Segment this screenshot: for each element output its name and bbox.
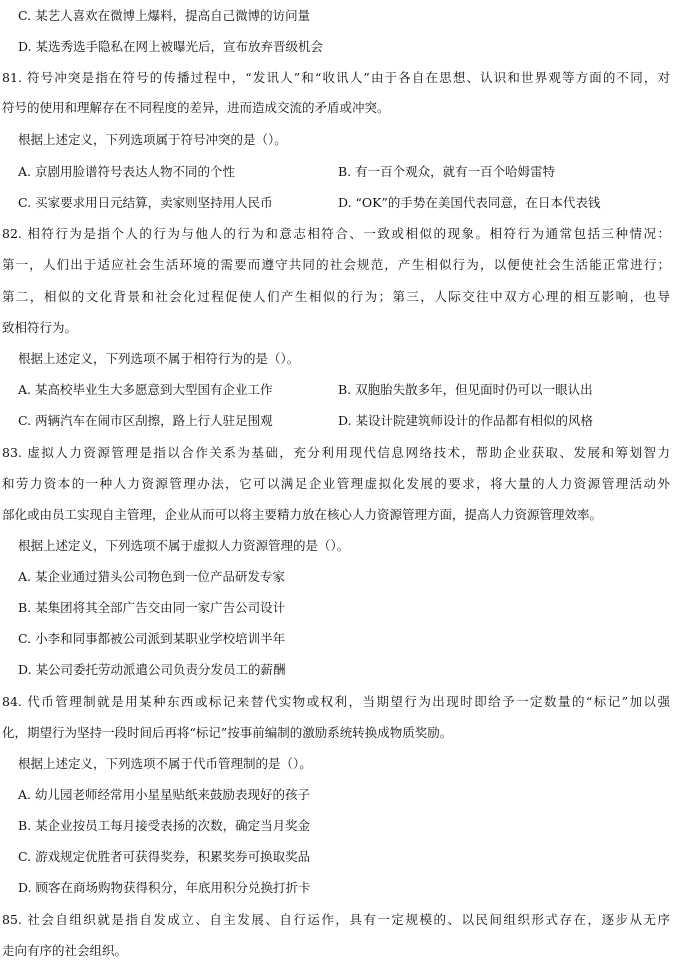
q82-stem-line4: 致相符行为。 [2,320,78,335]
q84-stem-line2: 化，期望行为坚持一段时间后再将“标记”按事前编制的激励系统转换成物质奖励。 [2,725,453,740]
q81-option-d: D. “OK”的手势在美国代表同意，在日本代表钱 [338,195,601,210]
q83-stem-line2: 和劳力资本的一种人力资源管理办法，它可以满足企业管理虚拟化发展的要求，将大量的人力资源管理活动外 [2,476,670,491]
q81-option-c: C. 买家要求用日元结算，卖家则坚持用人民币 [18,195,273,210]
q82-stem-line3: 第二，相似的文化背景和社会化过程促使人们产生相似的行为；第三，人际交往中双方心理的相互影响，也导 [2,289,670,304]
q85-stem-line1: 85. 社会自组织就是指自发成立、自主发展、自行运作，具有一定规模的、以民间组织形式存在，逐步从无序 [2,912,670,927]
q83-stem-line1: 83. 虚拟人力资源管理是指以合作关系为基础，充分利用现代信息网络技术，帮助企业获取、发展和筹划智力 [2,445,670,460]
q84-stem-line1: 84. 代币管理制就是用某种东西或标记来替代实物或权利，当期望行为出现时即给予一定数量的“标记”加以强 [2,694,670,709]
prev-option-c: C. 某艺人喜欢在微博上爆料，提高自己微博的访问量 [18,8,311,23]
q83-stem-line3: 部化或由员工实现自主管理，企业从而可以将主要精力放在核心人力资源管理方面，提高人力资源管理效率。 [2,507,603,522]
q82-question: 根据上述定义，下列选项不属于相符行为的是（）。 [18,351,300,366]
q81-question: 根据上述定义，下列选项属于符号冲突的是（）。 [18,132,287,147]
q81-stem-line1: 81. 符号冲突是指在符号的传播过程中，“发讯人”和“收讯人”由于各自在思想、认识和世界观等方面的不同，对 [2,70,670,85]
q81-option-b: B. 有一百个观众，就有一百个哈姆雷特 [338,164,556,179]
q83-option-b: B. 某集团将其全部广告交由同一家广告公司设计 [18,600,286,615]
q84-option-c: C. 游戏规定优胜者可获得奖券，积累奖券可换取奖品 [18,849,311,864]
q82-option-d: D. 某设计院建筑师设计的作品都有相似的风格 [338,413,594,428]
q82-option-b: B. 双胞胎失散多年，但见面时仍可以一眼认出 [338,382,593,397]
q83-option-a: A. 某企业通过猎头公司物色到一位产品研发专家 [18,569,285,584]
q82-stem-line2: 第一，人们出于适应社会生活环境的需要而遵守共同的社会规范，产生相似行为，以便使社会生活能正常进行； [2,257,670,272]
prev-option-d: D. 某选秀选手隐私在网上被曝光后，宣布放弃晋级机会 [18,39,324,54]
q83-option-c: C. 小李和同事都被公司派到某职业学校培训半年 [18,631,286,646]
q82-option-a: A. 某高校毕业生大多愿意到大型国有企业工作 [18,382,273,397]
q83-question: 根据上述定义，下列选项不属于虚拟人力资源管理的是（）。 [18,538,350,553]
q82-option-c: C. 两辆汽车在闹市区刮擦，路上行人驻足围观 [18,413,273,428]
q84-option-a: A. 幼儿园老师经常用小星星贴纸来鼓励表现好的孩子 [18,787,310,802]
q84-option-d: D. 顾客在商场购物获得积分，年底用积分兑换打折卡 [18,880,311,895]
q81-option-a: A. 京剧用脸谱符号表达人物不同的个性 [18,164,235,179]
q84-question: 根据上述定义，下列选项不属于代币管理制的是（）。 [18,756,312,771]
q84-option-b: B. 某企业按员工每月接受表扬的次数，确定当月奖金 [18,818,311,833]
q82-stem-line1: 82. 相符行为是指个人的行为与他人的行为和意志相符合、一致或相似的现象。相符行为通常包括三种情况： [2,226,670,241]
q81-stem-line2: 符号的使用和理解存在不同程度的差异，进而造成交流的矛盾或冲突。 [2,100,390,115]
q83-option-d: D. 某公司委托劳动派遣公司负责分发员工的薪酬 [18,662,286,677]
q85-stem-line2: 走向有序的社会组织。 [2,943,128,958]
